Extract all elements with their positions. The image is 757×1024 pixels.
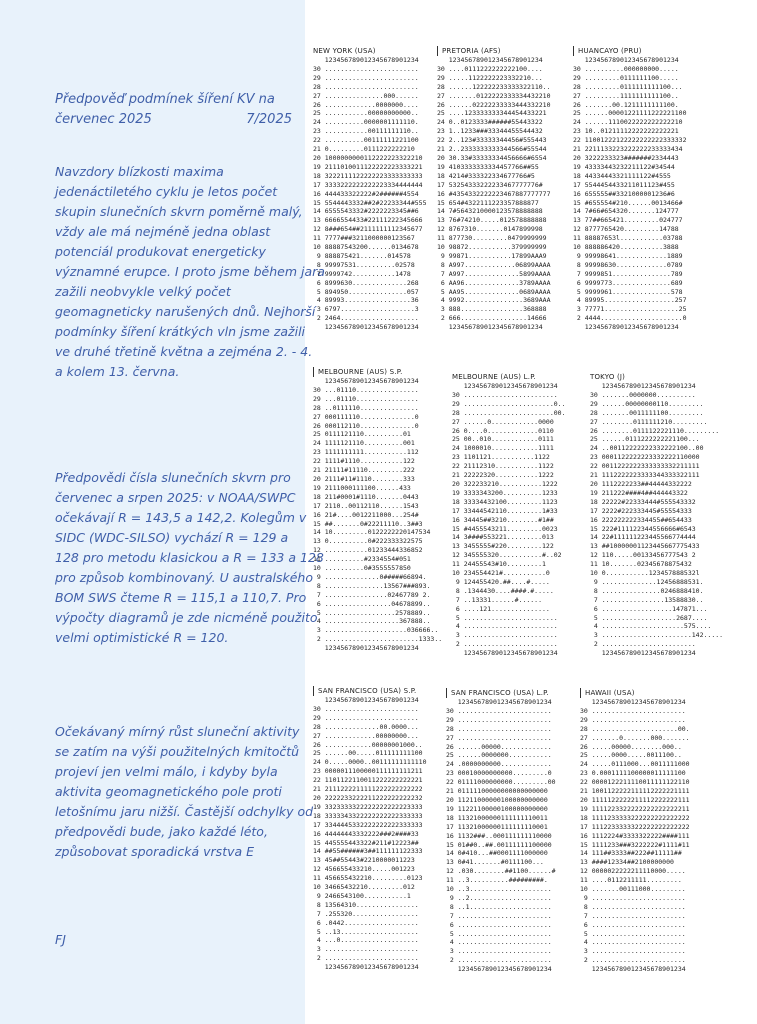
chart-title: SAN FRANCISCO (USA) S.P. <box>313 686 458 696</box>
para-line: podmínky šíření krátkých vln jsme zažili <box>55 324 306 339</box>
chart-tokyo <box>590 372 735 658</box>
chart-grid: 123456789012345678901234 30 ....0111222222222100.... 29 .....1122222223332210... 28 ......122222233333322110.. 27 .......0122222333334432210 26 ......02222233333444332210 25 ....123333333344454433221 24 0..0123333######55443322 23 1..1233###33344455544432 22 2..123#33333344456#555443 21 2..2333333333344566#55544 20 30.33#33333334456666#6554 19 4103333333334457766##55 18 4214#333322334677766#5 17 53254333222233467777776# 16 #4354332222223467887777777 15 654#4322111223357888877 14 7#5643210000123578888888 13 76#74210.....012578888888 12 8767310.......0147899998 11 877730.........0479999999 10 98872...........379999999 9 99871...........17899AAA9 8 A997.............06899AAAA 7 A997..............5899AAAA 6 AA96..............3789AAAA 5 AA95..............0689AAAA 4 9992...............3689AAA 3 888................368888 2 666.................14666 123456789012345678901234 <box>437 56 551 332</box>
para-line: významné erupce. I proto jsme během jara <box>55 264 325 279</box>
paragraph-predictions <box>55 468 324 648</box>
chart-title: HAWAII (USA) <box>580 688 725 698</box>
paragraph-activity <box>55 162 325 382</box>
para-line: skupin slunečních skvrn poměrně malý, <box>55 204 303 219</box>
chart-san-francisco-lp <box>446 688 591 974</box>
para-line: způsobovat sporadická vrstva E <box>55 844 255 859</box>
para-line: SIDC (WDC-SILSO) vychází R = 129 a <box>55 530 289 545</box>
para-line: se zatím na výši použitelných kmitočtů <box>55 744 300 759</box>
para-line: červenec a srpen 2025: v NOAA/SWPC <box>55 490 296 505</box>
chart-title: SAN FRANCISCO (USA) L.P. <box>446 688 591 698</box>
para-line: potenciál produkovat energeticky <box>55 244 266 259</box>
chart-title: PRETORIA (AFS) <box>437 46 582 56</box>
chart-title: NEW YORK (USA) <box>313 47 376 55</box>
chart-pretoria <box>437 46 582 332</box>
chart-grid: 123456789012345678901234 30 ........................ 29 ........................ 28 ........................ 27 ........................ 26 ......00000............. 25 ......0000000........... 24 .0000000000............. 23 00010000000000.........0 22 01111000000000.........00 21 01111100000000000000000 20 11211000000100000000000 19 11221100000100000000000 18 11321000000111111110011 17 11321000000111111110001 16 1132###..000111111110000 15 01##0..##.00111111100000 14 0#410...##0001111000000 13 0#41.......#0111100... 12 .030........##1100......# 11 ..3..........#########. 10 ..3..................... 9 ..2..................... 8 ..1..................... 7 ........................ 6 ........................ 5 ........................ 4 ........................ 3 ........................ 2 ........................ 123456789012345678901234 <box>446 698 556 974</box>
para-line: jedenáctiletého cyklu je letos počet <box>55 184 278 199</box>
chart-san-francisco-sp <box>313 686 458 972</box>
chart-grid: 123456789012345678901234 30 ........................ 29 .......................0.. 28 .......................00. 27 ......0............0000 26 0....0.............0110 25 00..010............0111 24 1000010............1111 23 1101121...........1122 22 21112310...........1122 21 22222320...........1222 20 322233210...........1222 19 3333343200..........1233 18 33334432100.........1123 17 33444542110.........1#33 16 34445##3210........#1## 15 #4455543211.........0023 14 3####553221.........013 13 3455555#220.........122 12 345555320...........#..02 11 24455543#10.........1 10 234554421#...........0 9 124455420.##....#..... 8 .1344430....####.#..... 7 ..13331......#...... 6 ....121............... 5 ........................ 4 ........................ 3 ........................ 2 ........................ 123456789012345678901234 <box>452 382 566 658</box>
chart-grid: 123456789012345678901234 30 ........................ 29 ........................ 28 ........................ 27 ...............000...... 26 .............0000000.... 25 ...........00000000000.. 24 ..........0000001111110. 23 ...........00111111110.. 22 ..........00111111221100 21 0.........0111222222210 20 1000000000112222223322210 19 2111010011122222223333221 18 3222111122222223333333333 17 3333222222222223334444444 16 444433322222#2######4554 15 5544443332##2#22233344#555 14 6555543332#2222223345##6 13 6666554433#22111222345666 12 8###654##2111111112345677 11 7777###3211000000123567 10 88887543200......0134678 9 888875421.......014578 8 99997531..........02578 7 9999742...........1478 6 8999630..............268 5 894950...............057 4 89993.................36 3 6797...................3 2 2464.................... 123456789012345678901234 <box>313 56 427 332</box>
chart-title: MELBOURNE (AUS) S.P. <box>313 367 458 377</box>
para-line: 128 pro metodu klasickou a R = 133 a 128 <box>55 550 324 565</box>
para-line: BOM SWS čteme R = 115,1 a 110,7. Pro <box>55 590 307 605</box>
para-line: Očekávaný mírný růst sluneční aktivity <box>55 724 300 739</box>
chart-title: MELBOURNE (AUS) L.P. <box>452 373 536 381</box>
chart-grid: 123456789012345678901234 30 ...01110................ 29 ...01110................ 28 ..0111110............... 27 000111110..............0 26 000112110..............0 25 0111121110..........01 24 1111121110..........001 23 1111111111...........112 22 1111#1110...........122 21 21111#11110.........222 20 2111#11#1110........333 19 2111000111100......433 18 211#0001#1110.......0443 17 2110..00112110......1543 16 21#....0012211000...254# 15 ##.......0#22211110..3##3 14 10.........0122222220147534 13 0..........0#222333322575 12 ...........01233444336852 11 ..........#2334554#051 10 ..........0#3555557850 9 ..............0#####66894. 8 ...............13567###893. 7 ................02467789 2. 6 .................04678899.. 5 ..................2578889.. 4 ...................367888.. 3 .....................036666.. 2 ........................1333.. 123456789012345678901234 <box>313 377 443 653</box>
para-line: pro způsob kombinovaný. U australského <box>55 570 313 585</box>
forecast-title <box>55 90 305 130</box>
para-line: velmi optimistické R = 120. <box>55 630 229 645</box>
chart-melbourne-sp <box>313 367 458 653</box>
para-line: vždy ale má nejméně jedna oblast <box>55 224 271 239</box>
chart-title: HUANCAYO (PRU) <box>573 46 718 56</box>
chart-grid: 123456789012345678901234 30 ........................ 29 ........................ 28 ..............00.0000... 27 .............00000000... 26 ............00000001000.. 25 ......00.....011111111100 24 0.....0000..00111111111110 23 0000011100000111111111211 22 1101122110011222222222221 21 2111222211111222222222222 20 2222233222211222222222232 19 3323333322222222222223333 18 3333343322222222222333333 17 3344445332222222222333333 16 44444443332222###2####33 15 445555443322#211#12223## 14 ##55######3##111111122333 13 45##55443#2210000011223 12 456655433210.....001223 11 456655432210.........0123 10 34665432210.........012 9 2466543100...........1 8 13564310................ 7 .255320................. 6 .0442................... 5 ..13.................... 4 ...0.................... 3 ........................ 2 ........................ 123456789012345678901234 <box>313 696 427 972</box>
chart-hawaii <box>580 688 725 974</box>
para-line: zažili neobvykle velký počet <box>55 284 231 299</box>
para-line: předpovědi bude, jako každé léto, <box>55 824 268 839</box>
para-line: aktivita geomagnetického pole proti <box>55 784 282 799</box>
para-line: výpočty diagramů je zde nicméně použito <box>55 610 318 625</box>
chart-grid: 123456789012345678901234 30 ..........000000000..... 29 .........0111111100..... 28 .........0111111111100... 27 .........1111111111100.. 26 .......00.1211111111100. 25 ......00001221111222221100 24 ......1110022222222222210 23 10..01211112222222222221 22 11001222122222222222333332 21 2211133223222222233333434 20 3222233323#######2334443 19 43333443232211122#34544 18 44334443321111122#4555 17 5544454433211011123#455 16 655555##3321000001236#6 15 #655554#210......0013466# 14 7#66#654320.......124777 13 77##665421.........024777 12 8777765420.........14788 11 88887653l...........03788 10 888886420...........3888 9 99998641.............1889 8 99998630.............0789 7 9999851...............789 6 9999773...............689 5 9999961...............578 4 89995..................257 3 77771...................25 2 4444.....................0 123456789012345678901234 <box>573 56 687 332</box>
chart-title: TOKYO (J) <box>590 373 626 381</box>
chart-grid: 123456789012345678901234 30 ........................ 29 ........................ 28 ......................00. 27 .......0.......000....... 26 .....00000........000.. 25 .....0000.....0011100.. 24 .....0111000...0011111000 23 0.0001111100000011111100 22 0000122211110011111122110 21 1001122222111112222221111 20 1111122222211112222222111 19 1111223322222222222222211 18 1111233333222222222222222 17 1112233333322222222222222 16 1112224#3333322222####111 15 1111233###3222222#1111#11 14 111##3333##222##11111## 13 ####12334##2100000000 12 0000022222211110000..... 11 ....0112211111......... 10 .......00111000......... 9 ........................ 8 ........................ 7 ........................ 6 ........................ 5 ........................ 4 ........................ 3 ........................ 2 ........................ 123456789012345678901234 <box>580 698 690 974</box>
chart-grid: 123456789012345678901234 30 .......0000000.......... 29 ......00000000110......... 28 .......0011111100......... 27 ........0111111210......... 26 ........0111122221110......... 25 ......0111222222221100... 24 ..00112222222332222100..00 23 0001122222223332222110000 22 0011222222333333332211111 21 1112222223333344333322111 20 1112222233##44444332222 19 211222####4##444443322 18 22222#22333444#555543332 17 2222#222333445#55554333 16 222222222334455##654433 15 222#111122344556666#6543 14 22#111111223445566774444 13 ##10000001123445667775433 12 110.....00133456777543 2 11 10.......02345678875432 10 0...........123457888532l 9 ..............12456888531. 8 ...............0246888410. 7 ................13588830.. 6 ..................147871... 5 ...................2687.... 4 .....................575.... 3 .......................142..... 2 ........................ 123456789012345678901234 <box>590 382 724 658</box>
issue-number: 7/2025 <box>246 112 292 127</box>
para-line: letošnímu jaru nižší. Častější odchylky od <box>55 804 314 819</box>
signature: FJ <box>55 932 66 947</box>
para-line: Navzdory blízkosti maxima <box>55 164 224 179</box>
chart-melbourne-lp <box>452 372 597 658</box>
para-line: ve druhé třetině května a zejména 2. - 4. <box>55 344 313 359</box>
title-line-1: Předpověď podmínek šíření KV na <box>55 92 275 107</box>
para-line: a kolem 13. června. <box>55 364 180 379</box>
para-line: očekávají R = 143,5 a 142,2. Kolegům v <box>55 510 307 525</box>
para-line: projeví jen velmi málo, i kdyby byla <box>55 764 278 779</box>
para-line: geomagneticky narušených dnů. Nejhorší <box>55 304 316 319</box>
para-line: Předpovědi čísla slunečních skvrn pro <box>55 470 291 485</box>
signature-block <box>55 930 305 950</box>
title-line-2: červenec 2025 <box>55 112 152 127</box>
paragraph-outlook <box>55 722 314 862</box>
chart-huancayo <box>573 46 718 332</box>
